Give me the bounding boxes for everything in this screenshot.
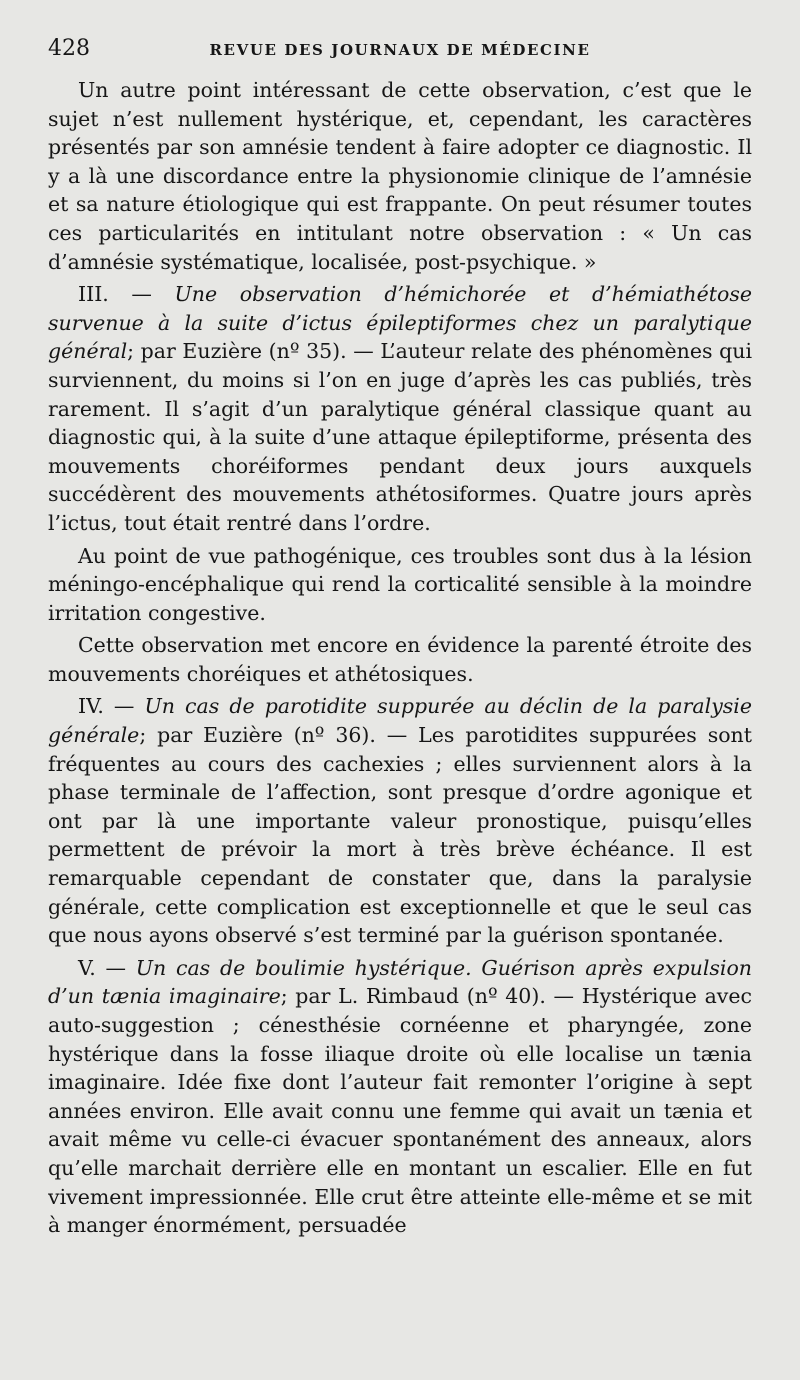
running-title: REVUE DES JOURNAUX DE MÉDECINE <box>209 41 591 59</box>
paragraph-text: Au point de vue pathogénique, ces troubles sont dus à la lésion méningo-encéphalique qui rend la corticalité sensible à la moindre irritation congestive. <box>48 543 752 625</box>
section-label: V. — <box>78 955 136 980</box>
section-title: Un cas de parotidite suppurée au déclin de la paralysie générale <box>48 694 752 748</box>
section-title: Un cas de boulimie hystérique. Guérison après expulsion d’un tænia imaginaire <box>48 955 752 1009</box>
paragraph-text: ; par Euzière (nº 35). — L’auteur relate des phénomènes qui surviennent, du moins si l’on en juge d’après les cas publiés, très rarement. Il s’agit d’un paralytique général classique quant au diagnostic qui, à la suite d’une attaque épileptiforme, présenta des mouvements choréiformes pendant deux jours auxquels succédèrent des mouvements athétosiformes. Quatre jours après l’ictus, tout était rentré dans l’ordre. <box>48 339 752 535</box>
article-body <box>48 76 752 1366</box>
paragraph-observation-summary <box>48 76 752 276</box>
paragraph-relationship <box>48 631 752 688</box>
paragraph-section-iv <box>48 692 752 949</box>
paragraph-section-v <box>48 954 752 1240</box>
page-header <box>48 34 752 64</box>
paragraph-text: Un autre point intéressant de cette observation, c’est que le sujet n’est nullement hystérique, et, cependant, les caractères présentés par son amnésie tendent à faire adopter ce diagnostic. Il y a là une discordance entre la physionomie clinique de l’amnésie et sa nature étiologique qui est frappante. On peut résumer toutes ces particularités en intitulant notre observation : « Un cas d’amnésie systématique, localisée, post-psychique. » <box>48 78 752 274</box>
section-label: IV. — <box>78 694 145 719</box>
page-number: 428 <box>48 36 90 61</box>
paragraph-text: ; par Euzière (nº 36). — Les parotidites suppurées sont fréquentes au cours des cachexies ; elles surviennent alors à la phase terminale de l’affection, sont presque d’ordre agonique et ont par là une importante valeur pronostique, puisqu’elles permettent de prévoir la mort à très brève échéance. Il est remarquable cependant de constater que, dans la paralysie générale, cette complication est exceptionnelle et que le seul cas que nous ayons observé s’est terminé par la guérison spontanée. <box>48 723 752 948</box>
paragraph-section-iii <box>48 280 752 537</box>
paragraph-text: ; par L. Rimbaud (nº 40). — Hystérique avec auto-suggestion ; cénesthésie cornéenne et pharyngée, zone hystérique dans la fosse iliaque droite où elle localise un tænia imaginaire. Idée fixe dont l’auteur fait remonter l’origine à sept années environ. Elle avait connu une femme qui avait un tænia et avait même vu celle-ci évacuer spontanément des anneaux, alors qu’elle marchait derrière elle en montant un escalier. Elle en fut vivement impressionnée. Elle crut être atteinte elle-même et se mit à manger énormément, persuadée <box>48 984 752 1238</box>
section-title: Une observation d’hémichorée et d’hémiathétose survenue à la suite d’ictus épileptiformes chez un paralytique général <box>48 282 752 364</box>
paragraph-text: Cette observation met encore en évidence la parenté étroite des mouvements choréiques et athétosiques. <box>48 633 752 686</box>
section-label: III. — <box>78 282 175 307</box>
paragraph-pathogenesis <box>48 542 752 628</box>
